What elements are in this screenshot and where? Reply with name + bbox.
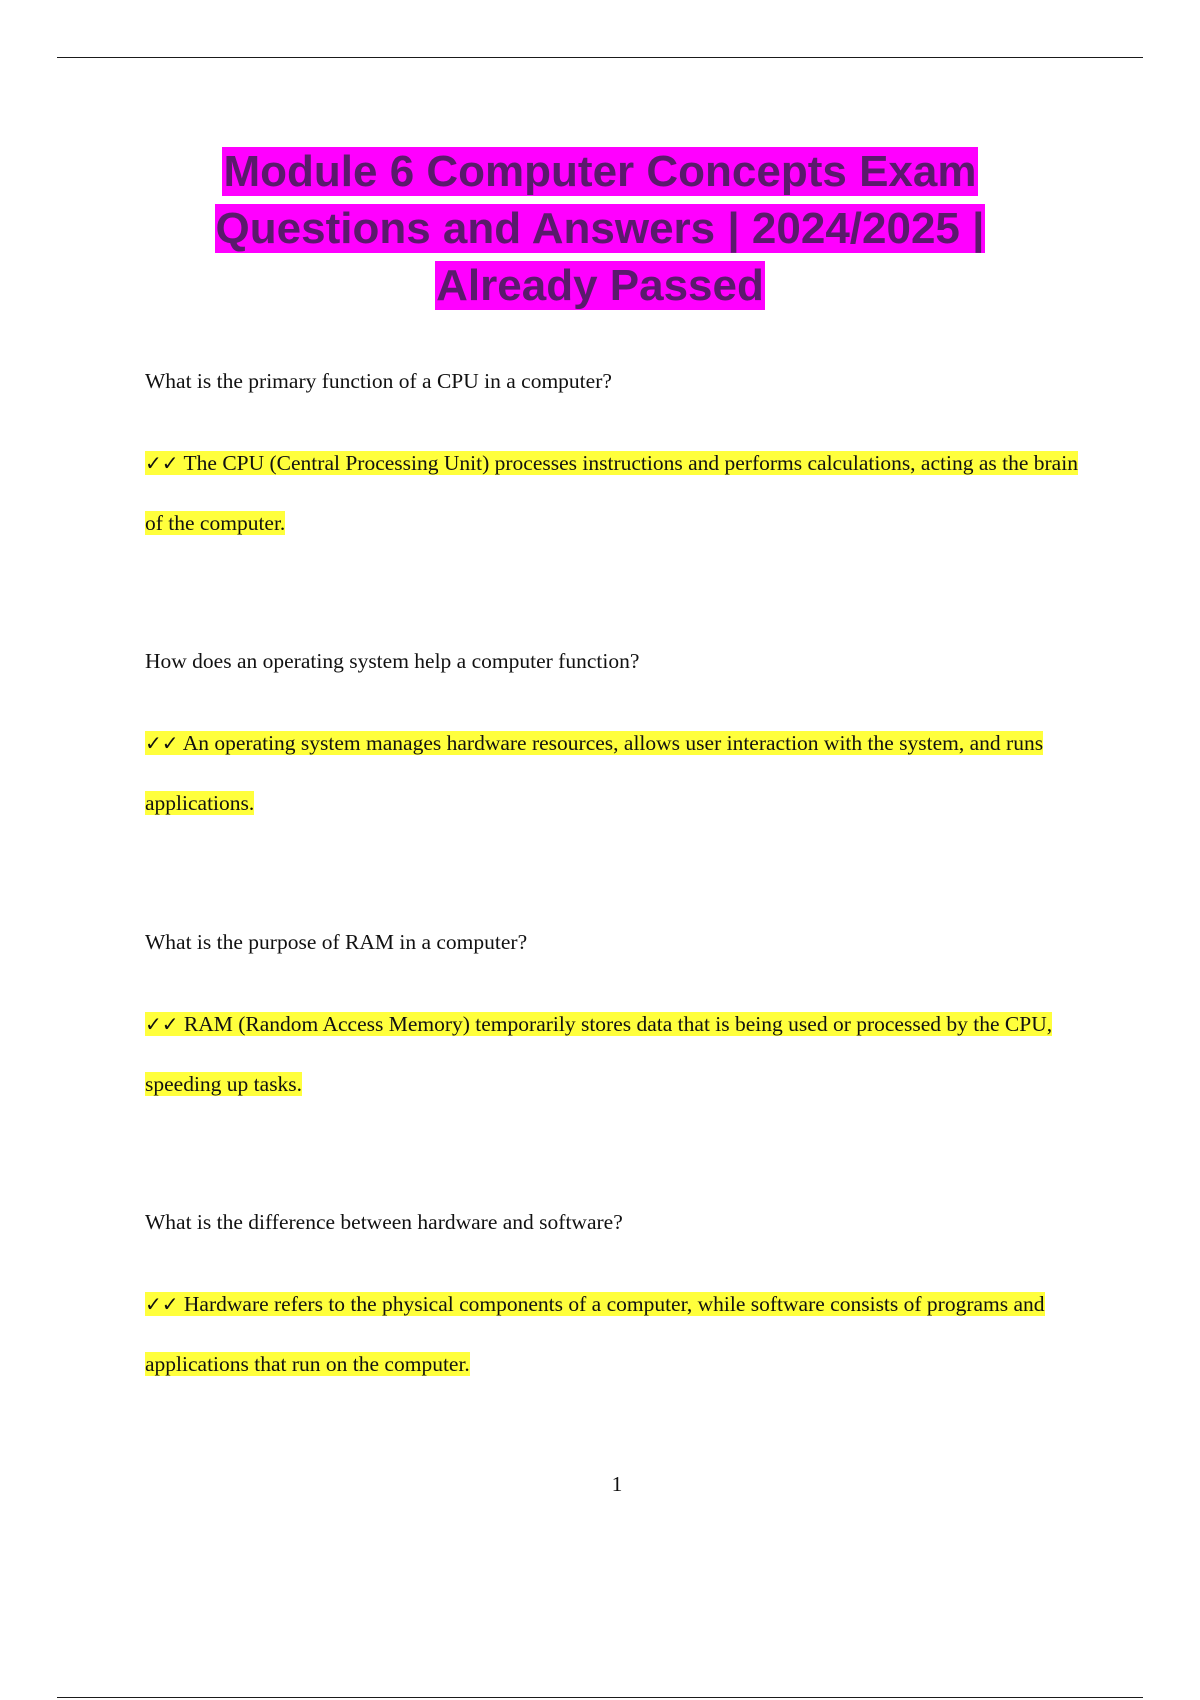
bottom-rule [57,1697,1143,1698]
title-line-3: Already Passed [436,261,764,310]
question: What is the primary function of a CPU in a computer? [145,369,612,393]
qa-block [145,647,1085,833]
answer-text: The CPU (Central Processing Unit) processes instructions and performs calculations, acting as the brain of the computer. [145,451,1078,535]
page-number: 1 [611,1472,623,1496]
title-line-2: Questions and Answers | 2024/2025 | [215,204,985,253]
answer [145,433,1085,553]
answer-text: RAM (Random Access Memory) temporarily stores data that is being used or processed by the CPU, speeding up tasks. [145,1012,1053,1096]
title-line-1: Module 6 Computer Concepts Exam [223,147,977,196]
answer [145,1274,1085,1394]
answer [145,994,1085,1114]
check-icon: ✓✓ [145,731,179,755]
answer-text: Hardware refers to the physical components of a computer, while software consists of programs and applications that run on the computer. [145,1292,1045,1376]
answer [145,713,1085,833]
question: What is the purpose of RAM in a computer? [145,930,528,954]
qa-block [145,1208,1085,1394]
document-title [100,143,1100,314]
answer-text: An operating system manages hardware resources, allows user interaction with the system, and runs applications. [145,731,1044,815]
check-icon: ✓✓ [145,451,179,475]
qa-block [145,928,1085,1114]
check-icon: ✓✓ [145,1292,179,1316]
top-rule [57,57,1143,58]
question: How does an operating system help a computer function? [145,649,640,673]
check-icon: ✓✓ [145,1012,179,1036]
question: What is the difference between hardware and software? [145,1210,623,1234]
qa-block [145,367,1085,553]
